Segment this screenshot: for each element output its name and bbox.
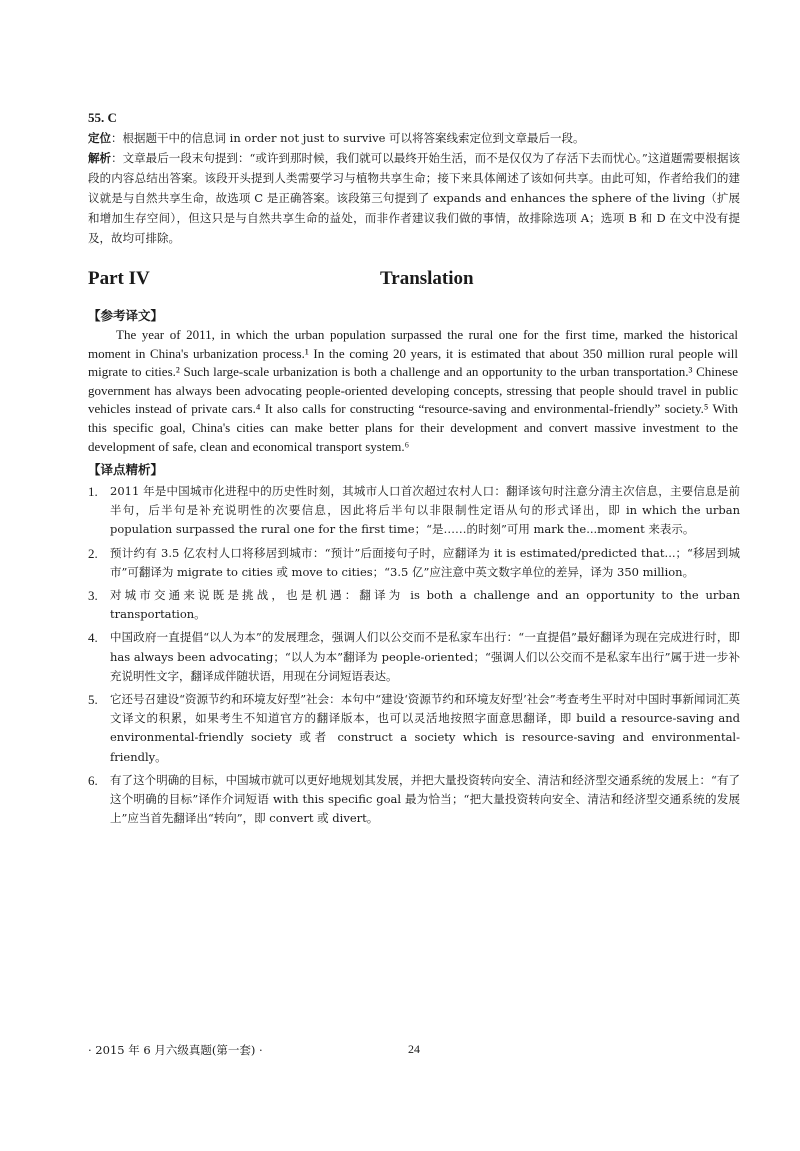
part-header — [88, 268, 740, 294]
analysis-text: ：文章最后一段末句提到：“或许到那时候，我们就可以最终开始生活，而不是仅仅为了存活下去而忧心。”这道题需要根据该段的内容总结出答案。该段开头提到人类需要学习与植物共享生命；接下来具体阐述了该如何共享。由此可知，作者给我们的建议就是与自然共享生命，故选项 C 是正确答案。该段第三句提到了 expands and enhances the sphere of the living（扩展和增加生存空间），但这只是与自然共享生命的益处，而非作者建议我们做的事情，故排除选项 A；选项 B 和 D 在文中没有提及，故均可排除。 — [88, 151, 740, 245]
note-text: 对城市交通来说既是挑战，也是机遇：翻译为 is both a challenge and an opportunity to the urban transportation。 — [110, 588, 740, 622]
question-number: 55. C — [88, 110, 117, 125]
part-name: Translation — [380, 268, 474, 289]
reference-translation: The year of 2011, in which the urban population surpassed the rural one for the first time, marked the historical moment in China's urbanization process.¹ In the coming 20 years, it is estimated that about 350 million rural people will migrate to cities.² Such large-scale urbanization is both a challenge and an opportunity to the urban transportation.³ Chinese government has always been advocating people-oriented developing concepts, stressing that people should travel in public vehicles instead of private cars.⁴ It also calls for constructing “resource-saving and environmental-friendly” society.⁵ With this specific goal, China's cities can make better plans for their development and convert massive investment to the development of safe, clean and economical transport system.⁶ — [88, 327, 738, 454]
locate-label: 定位 — [88, 131, 111, 145]
note-item — [88, 690, 740, 767]
footer-source: · 2015 年 6 月六级真题(第一套) · — [88, 1043, 263, 1057]
note-number: 2. — [88, 545, 98, 561]
note-text: 有了这个明确的目标，中国城市就可以更好地规划其发展，并把大量投资转向安全、清洁和经济型交通系统的发展上：“有了这个明确的目标”译作介词短语 with this specific goal 最为恰当；“把大量投资转向安全、清洁和经济型交通系统的发展上”应当首先翻译出“转向”，即 convert 或 divert。 — [110, 772, 740, 826]
part-title: Part IV — [88, 268, 150, 289]
note-number: 6. — [88, 772, 98, 788]
note-item — [88, 771, 740, 829]
note-item — [88, 586, 740, 624]
note-text: 中国政府一直提倡“以人为本”的发展理念，强调人们以公交而不是私家车出行：“一直提倡”最好翻译为现在完成进行时，即 has always been advocating；“以人为本”翻译为 people-oriented；“强调人们以公交而不是私家车出行”属于进一步补充说明性文字，翻译成伴随状语，用现在分词短语表达。 — [110, 630, 740, 683]
notes-heading: 【译点精析】 — [88, 462, 164, 477]
analysis-label: 解析 — [88, 151, 112, 165]
notes-list — [88, 482, 740, 832]
reference-heading: 【参考译文】 — [88, 308, 164, 323]
analysis-paragraph — [88, 148, 740, 248]
note-item — [88, 482, 740, 540]
locate-text: ：根据题干中的信息词 in order not just to survive 可以将答案线索定位到文章最后一段。 — [111, 131, 585, 145]
page-number: 24 — [408, 1042, 420, 1056]
note-item — [88, 628, 740, 686]
question-55-block — [88, 108, 740, 248]
note-text: 2011 年是中国城市化进程中的历史性时刻，其城市人口首次超过农村人口：翻译该句时注意分清主次信息，主要信息是前半句，后半句是补充说明性的次要信息，因此将后半句以非限制性定语从句的形式译出，即 in which the urban population surpassed the rural one for the first time；“是……的时刻”可用 mark the...moment 来表示。 — [110, 484, 740, 537]
note-number: 1. — [88, 484, 98, 499]
note-text: 它还号召建设“资源节约和环境友好型”社会：本句中“建设‘资源节约和环境友好型’社会”考查考生平时对中国时事新闻词汇英文译文的积累，如果考生不知道官方的翻译版本，也可以灵活地按照字面意思翻译，即 build a resource-saving and environmental-friendly society 或者 construct a society which is resource-saving and environmental-friendly。 — [110, 692, 740, 764]
locate-paragraph — [88, 128, 740, 148]
note-number: 5. — [88, 692, 98, 708]
note-number: 3. — [88, 588, 98, 604]
note-text: 预计约有 3.5 亿农村人口将移居到城市：“预计”后面接句子时，应翻译为 it is estimated/predicted that...；“移居到城市”可翻译为 migrate to cities 或 move to cities；“3.5 亿”应注意中英文数字单位的差异，译为 350 million。 — [110, 545, 740, 579]
note-number: 4. — [88, 630, 98, 646]
note-item — [88, 544, 740, 582]
